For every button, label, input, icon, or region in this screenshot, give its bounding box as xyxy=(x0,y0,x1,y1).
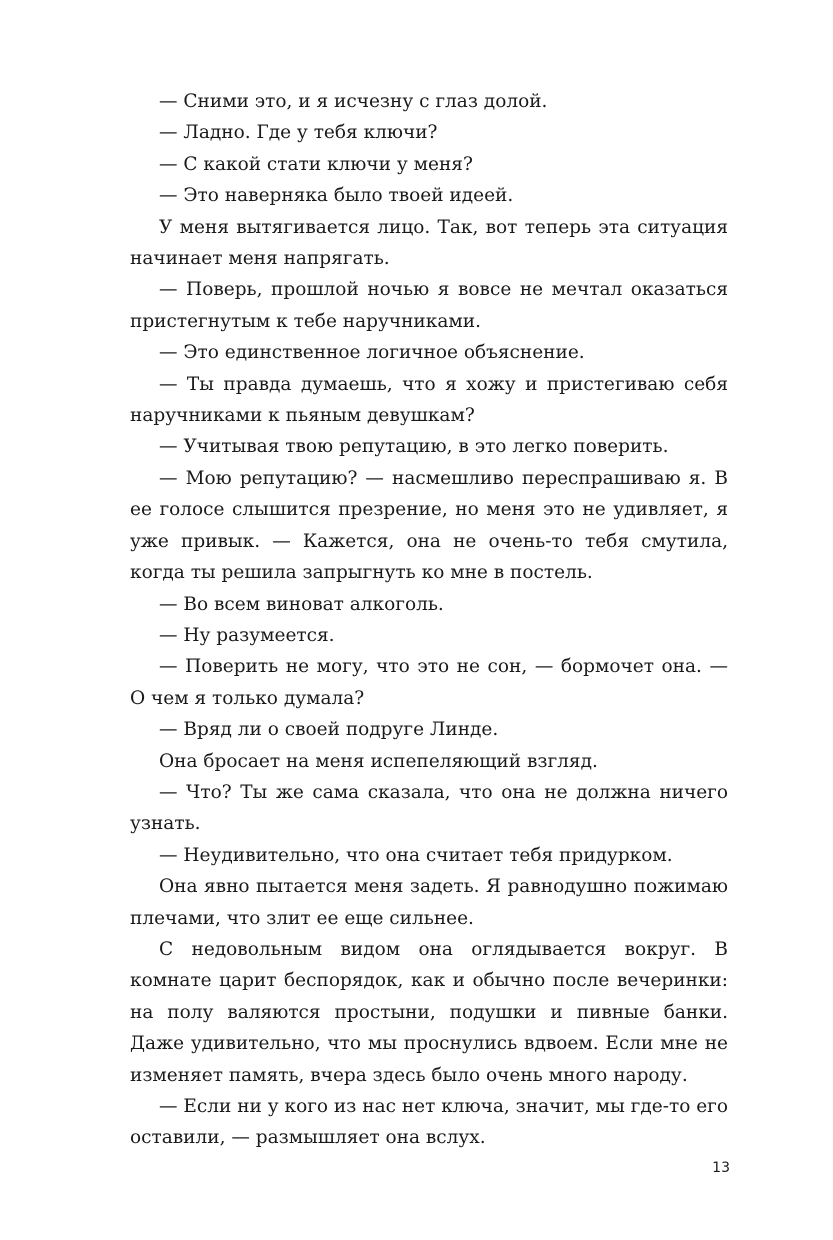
paragraph: — Ладно. Где у тебя ключи? xyxy=(159,122,438,144)
paragraph: — Что? Ты же сама сказала, что она не должна ничего узнать. xyxy=(130,781,728,835)
paragraph: — Неудивительно, что она считает тебя придурком. xyxy=(159,844,673,866)
paragraph: У меня вытягивается лицо. Так, вот теперь эта ситуация начинает меня напрягать. xyxy=(130,216,728,270)
paragraph: — С какой стати ключи у меня? xyxy=(159,153,473,175)
paragraph: — Если ни у кого из нас нет ключа, значит, мы где-то его оставили, — размышляет она вслух. xyxy=(130,1096,728,1149)
paragraph: — Поверь, прошлой ночью я вовсе не мечтал оказаться пристегнутым к тебе наручниками. xyxy=(130,279,728,332)
paragraph: — Ты правда думаешь, что я хожу и пристегиваю себя наручниками к пьяным девушкам? xyxy=(130,373,728,427)
paragraph: — Вряд ли о своей подруге Линде. xyxy=(159,719,499,741)
paragraph: — Мою репутацию? — насмешливо переспрашиваю я. В ее голосе слышится презрение, но меня это не удивляет, я уже привык. — Кажется, она не очень-то тебя смутила, когда ты решила запрыгнуть ко мне в постель. xyxy=(130,467,728,584)
paragraph: — Поверить не могу, что это не сон, — бормочет она. — О чем я только думала? xyxy=(130,656,728,709)
paragraph: — Ну разумеется. xyxy=(159,624,335,646)
paragraph: — Это наверняка было твоей идеей. xyxy=(159,185,514,207)
paragraph: — Это единственное логичное объяснение. xyxy=(159,342,585,364)
paragraph: — Сними это, и я исчезну с глаз долой. xyxy=(159,91,548,112)
paragraph: Она бросает на меня испепеляющий взгляд. xyxy=(159,750,598,772)
body-text xyxy=(130,86,728,1154)
page-number: 13 xyxy=(712,1160,730,1176)
paragraph: Она явно пытается меня задеть. Я равнодушно пожимаю плечами, что злит ее еще сильнее. xyxy=(130,876,728,929)
paragraph: С недовольным видом она оглядывается вокруг. В комнате царит беспорядок, как и обычно после вечеринки: на полу валяются простыни, подушки и пивные банки. Даже удивительно, что мы проснулись вдвоем. Если мне не изменяет память, вчера здесь было очень много народу. xyxy=(130,938,728,1086)
paragraph: — Во всем виноват алкоголь. xyxy=(159,593,444,615)
paragraph: — Учитывая твою репутацию, в это легко поверить. xyxy=(159,436,669,458)
